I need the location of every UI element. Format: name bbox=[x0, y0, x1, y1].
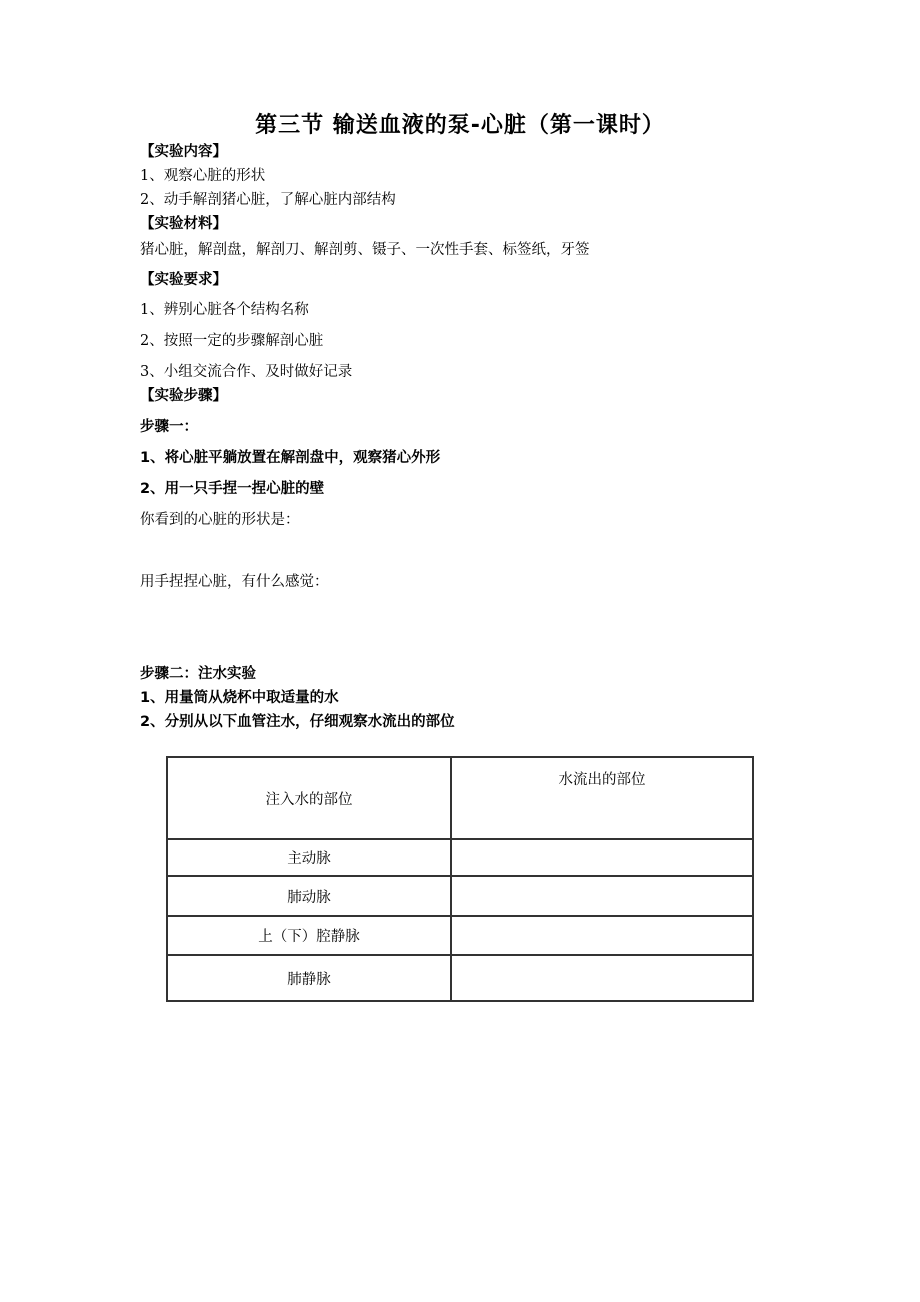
table-cell-outflow[interactable] bbox=[451, 876, 753, 916]
table-row bbox=[167, 955, 753, 1001]
table-row bbox=[167, 839, 753, 876]
requirement-item: 2、按照一定的步骤解剖心脏 bbox=[140, 333, 324, 349]
requirement-item: 1、辨别心脏各个结构名称 bbox=[140, 302, 309, 318]
step1-item: 1、将心脏平躺放置在解剖盘中，观察猪心外形 bbox=[140, 450, 441, 466]
table-cell-vessel: 上（下）腔静脉 bbox=[167, 916, 451, 955]
step2-item: 2、分别从以下血管注水，仔细观察水流出的部位 bbox=[140, 714, 455, 730]
step1-item: 2、用一只手捏一捏心脏的壁 bbox=[140, 481, 325, 497]
table-header-row bbox=[167, 757, 753, 839]
table-cell-outflow[interactable] bbox=[451, 955, 753, 1001]
table-header-label: 水流出的部位 bbox=[558, 772, 646, 788]
step1-question: 你看到的心脏的形状是： bbox=[140, 512, 300, 528]
table-row bbox=[167, 876, 753, 916]
step2-item: 1、用量筒从烧杯中取适量的水 bbox=[140, 690, 339, 706]
table-header-cell: 注入水的部位 bbox=[167, 757, 451, 839]
requirements-heading: 【实验要求】 bbox=[140, 272, 227, 288]
content-heading: 【实验内容】 bbox=[140, 144, 227, 160]
step1-heading: 步骤一： bbox=[140, 419, 198, 435]
table-row bbox=[167, 916, 753, 955]
step1-question: 用手捏捏心脏，有什么感觉： bbox=[140, 574, 329, 590]
materials-text: 猪心脏，解剖盘，解剖刀、解剖剪、镊子、一次性手套、标签纸，牙签 bbox=[140, 242, 590, 258]
content-item: 2、动手解剖猪心脏，了解心脏内部结构 bbox=[140, 192, 396, 208]
materials-heading: 【实验材料】 bbox=[140, 216, 227, 232]
requirement-item: 3、小组交流合作、及时做好记录 bbox=[140, 364, 353, 380]
step2-heading: 步骤二：注水实验 bbox=[140, 666, 256, 682]
table-cell-vessel: 肺动脉 bbox=[167, 876, 451, 916]
page-title: 第三节 输送血液的泵-心脏（第一课时） bbox=[255, 113, 665, 138]
water-injection-table bbox=[166, 756, 754, 1002]
table-header-cell bbox=[451, 757, 753, 839]
steps-heading: 【实验步骤】 bbox=[140, 388, 227, 404]
table-cell-outflow[interactable] bbox=[451, 916, 753, 955]
content-item: 1、观察心脏的形状 bbox=[140, 168, 266, 184]
table-cell-vessel: 肺静脉 bbox=[167, 955, 451, 1001]
table-cell-outflow[interactable] bbox=[451, 839, 753, 876]
table-cell-vessel: 主动脉 bbox=[167, 839, 451, 876]
